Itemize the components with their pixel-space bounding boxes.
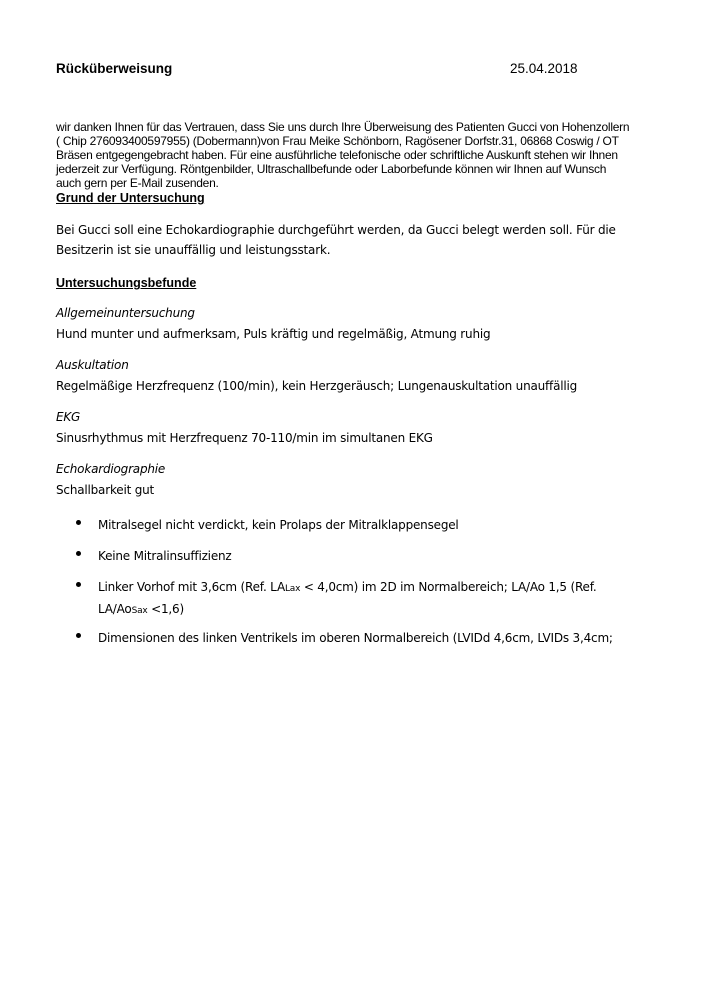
intro-line: ( Chip 276093400597955) (Dobermann)von Frau Meike Schönborn, Ragösener Dorfstr.31, 06868 Coswig / OT: [56, 134, 619, 148]
intro-line: wir danken Ihnen für das Vertrauen, dass Sie uns durch Ihre Überweisung des Patienten Gucci von Hohenzollern: [56, 120, 630, 134]
list-item-line: [98, 577, 638, 599]
general-findings-text: Hund munter und aufmerksam, Puls kräftig und regelmäßig, Atmung ruhig: [56, 327, 491, 341]
subheading-echo: Echokardiographie: [56, 462, 166, 476]
document-title: Rücküberweisung: [56, 61, 173, 76]
intro-paragraph: [56, 120, 656, 190]
intro-line: auch gern per E-Mail zusenden.: [56, 176, 219, 190]
letter-header: [56, 61, 586, 81]
subheading-auscultation: Auskultation: [56, 358, 129, 372]
subheading-ekg: EKG: [56, 410, 81, 424]
subscript-text: Lax: [284, 584, 301, 594]
text-segment: <1,6): [147, 602, 184, 616]
auscultation-text: Regelmäßige Herzfrequenz (100/min), kein Herzgeräusch; Lungenauskultation unauffällig: [56, 379, 578, 393]
list-item-text: Mitralsegel nicht verdickt, kein Prolaps der Mitralklappensegel: [98, 518, 459, 532]
intro-line: Bräsen entgegengebracht haben. Für eine ausführliche telefonische oder schriftliche Auskunft stehen wir Ihnen: [56, 148, 618, 162]
bullet-icon: [76, 633, 81, 638]
text-segment: LA/Ao: [98, 602, 132, 616]
ekg-text: Sinusrhythmus mit Herzfrequenz 70-110/min im simultanen EKG: [56, 431, 433, 445]
section-heading-findings: Untersuchungsbefunde: [56, 276, 197, 290]
list-item-text: Keine Mitralinsuffizienz: [98, 549, 232, 563]
document-date: 25.04.2018: [510, 61, 578, 76]
intro-line: jederzeit zur Verfügung. Röntgenbilder, Ultraschallbefunde oder Laborbefunde können wir Ihnen auf Wunsch: [56, 162, 607, 176]
list-item-text: Dimensionen des linken Ventrikels im oberen Normalbereich (LVIDd 4,6cm, LVIDs 3,4cm;: [98, 631, 613, 645]
text-segment: < 4,0cm) im 2D im Normalbereich; LA/Ao 1,5 (Ref.: [300, 580, 597, 594]
echo-text: Schallbarkeit gut: [56, 483, 155, 497]
list-item-line: [98, 599, 638, 621]
text-segment: Linker Vorhof mit 3,6cm (Ref. LA: [98, 580, 285, 594]
section-heading-reason: Grund der Untersuchung: [56, 191, 205, 205]
list-item-text: [98, 577, 638, 621]
bullet-icon: [76, 582, 81, 587]
subheading-general: Allgemeinuntersuchung: [56, 306, 195, 320]
subscript-text: Sax: [131, 606, 148, 616]
reason-paragraph: [56, 220, 656, 260]
reason-line: Bei Gucci soll eine Echokardiographie durchgeführt werden, da Gucci belegt werden soll. Für die: [56, 223, 616, 237]
bullet-icon: [76, 551, 81, 556]
reason-line: Besitzerin ist sie unauffällig und leistungsstark.: [56, 243, 331, 257]
bullet-icon: [76, 520, 81, 525]
